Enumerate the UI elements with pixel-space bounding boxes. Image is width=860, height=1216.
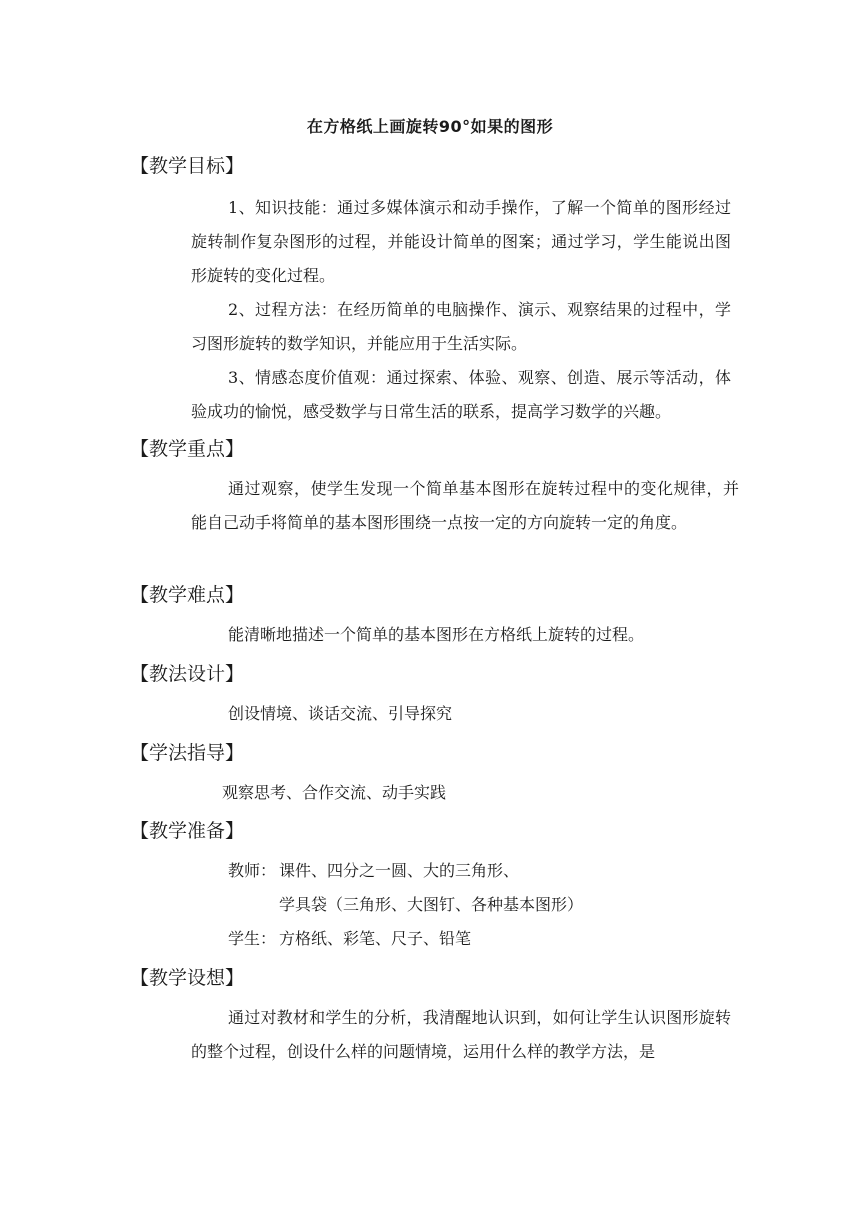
heading-difficulties: 【教学难点】 xyxy=(130,584,245,606)
key-points-text: 通过观察，使学生发现一个简单基本图形在旋转过程中的变化规律，并能自己动手将简单的基本图形围绕一点按一定的方向旋转一定的角度。 xyxy=(191,479,739,532)
design-text: 通过对教材和学生的分析，我清醒地认识到，如何让学生认识图形旋转的整个过程，创设什么样的问题情境，运用什么样的教学方法，是 xyxy=(191,1008,731,1061)
objective-item-1: 1、知识技能：通过多媒体演示和动手操作，了解一个简单的图形经过旋转制作复杂图形的过程，并能设计简单的图案；通过学习，学生能说出图形旋转的变化过程。 xyxy=(191,198,731,285)
teaching-methods-text: 创设情境、谈话交流、引导探究 xyxy=(228,704,453,723)
student-materials: 方格纸、彩笔、尺子、铅笔 xyxy=(279,929,472,948)
heading-learning-methods: 【学法指导】 xyxy=(130,742,245,764)
teacher-label: 教师： xyxy=(228,861,277,880)
objective-item-2: 2、过程方法：在经历简单的电脑操作、演示、观察结果的过程中，学习图形旋转的数学知识，并能应用于生活实际。 xyxy=(191,300,731,353)
document-title: 在方格纸上画旋转90°如果的图形 xyxy=(306,117,554,136)
objective-item-3: 3、情感态度价值观：通过探索、体验、观察、创造、展示等活动，体验成功的愉悦，感受数学与日常生活的联系，提高学习数学的兴趣。 xyxy=(191,368,731,421)
learning-methods-text: 观察思考、合作交流、动手实践 xyxy=(222,783,447,802)
heading-design: 【教学设想】 xyxy=(130,967,245,989)
heading-preparation: 【教学准备】 xyxy=(130,820,245,842)
teacher-materials-line-1: 课件、四分之一圆、大的三角形、 xyxy=(279,861,520,880)
student-label: 学生： xyxy=(228,929,277,948)
teacher-materials-line-2: 学具袋（三角形、大图钉、各种基本图形） xyxy=(279,895,584,914)
heading-objectives: 【教学目标】 xyxy=(130,155,245,177)
heading-teaching-methods: 【教法设计】 xyxy=(130,663,245,685)
heading-key-points: 【教学重点】 xyxy=(130,438,245,460)
difficulties-text: 能清晰地描述一个简单的基本图形在方格纸上旋转的过程。 xyxy=(228,625,645,644)
